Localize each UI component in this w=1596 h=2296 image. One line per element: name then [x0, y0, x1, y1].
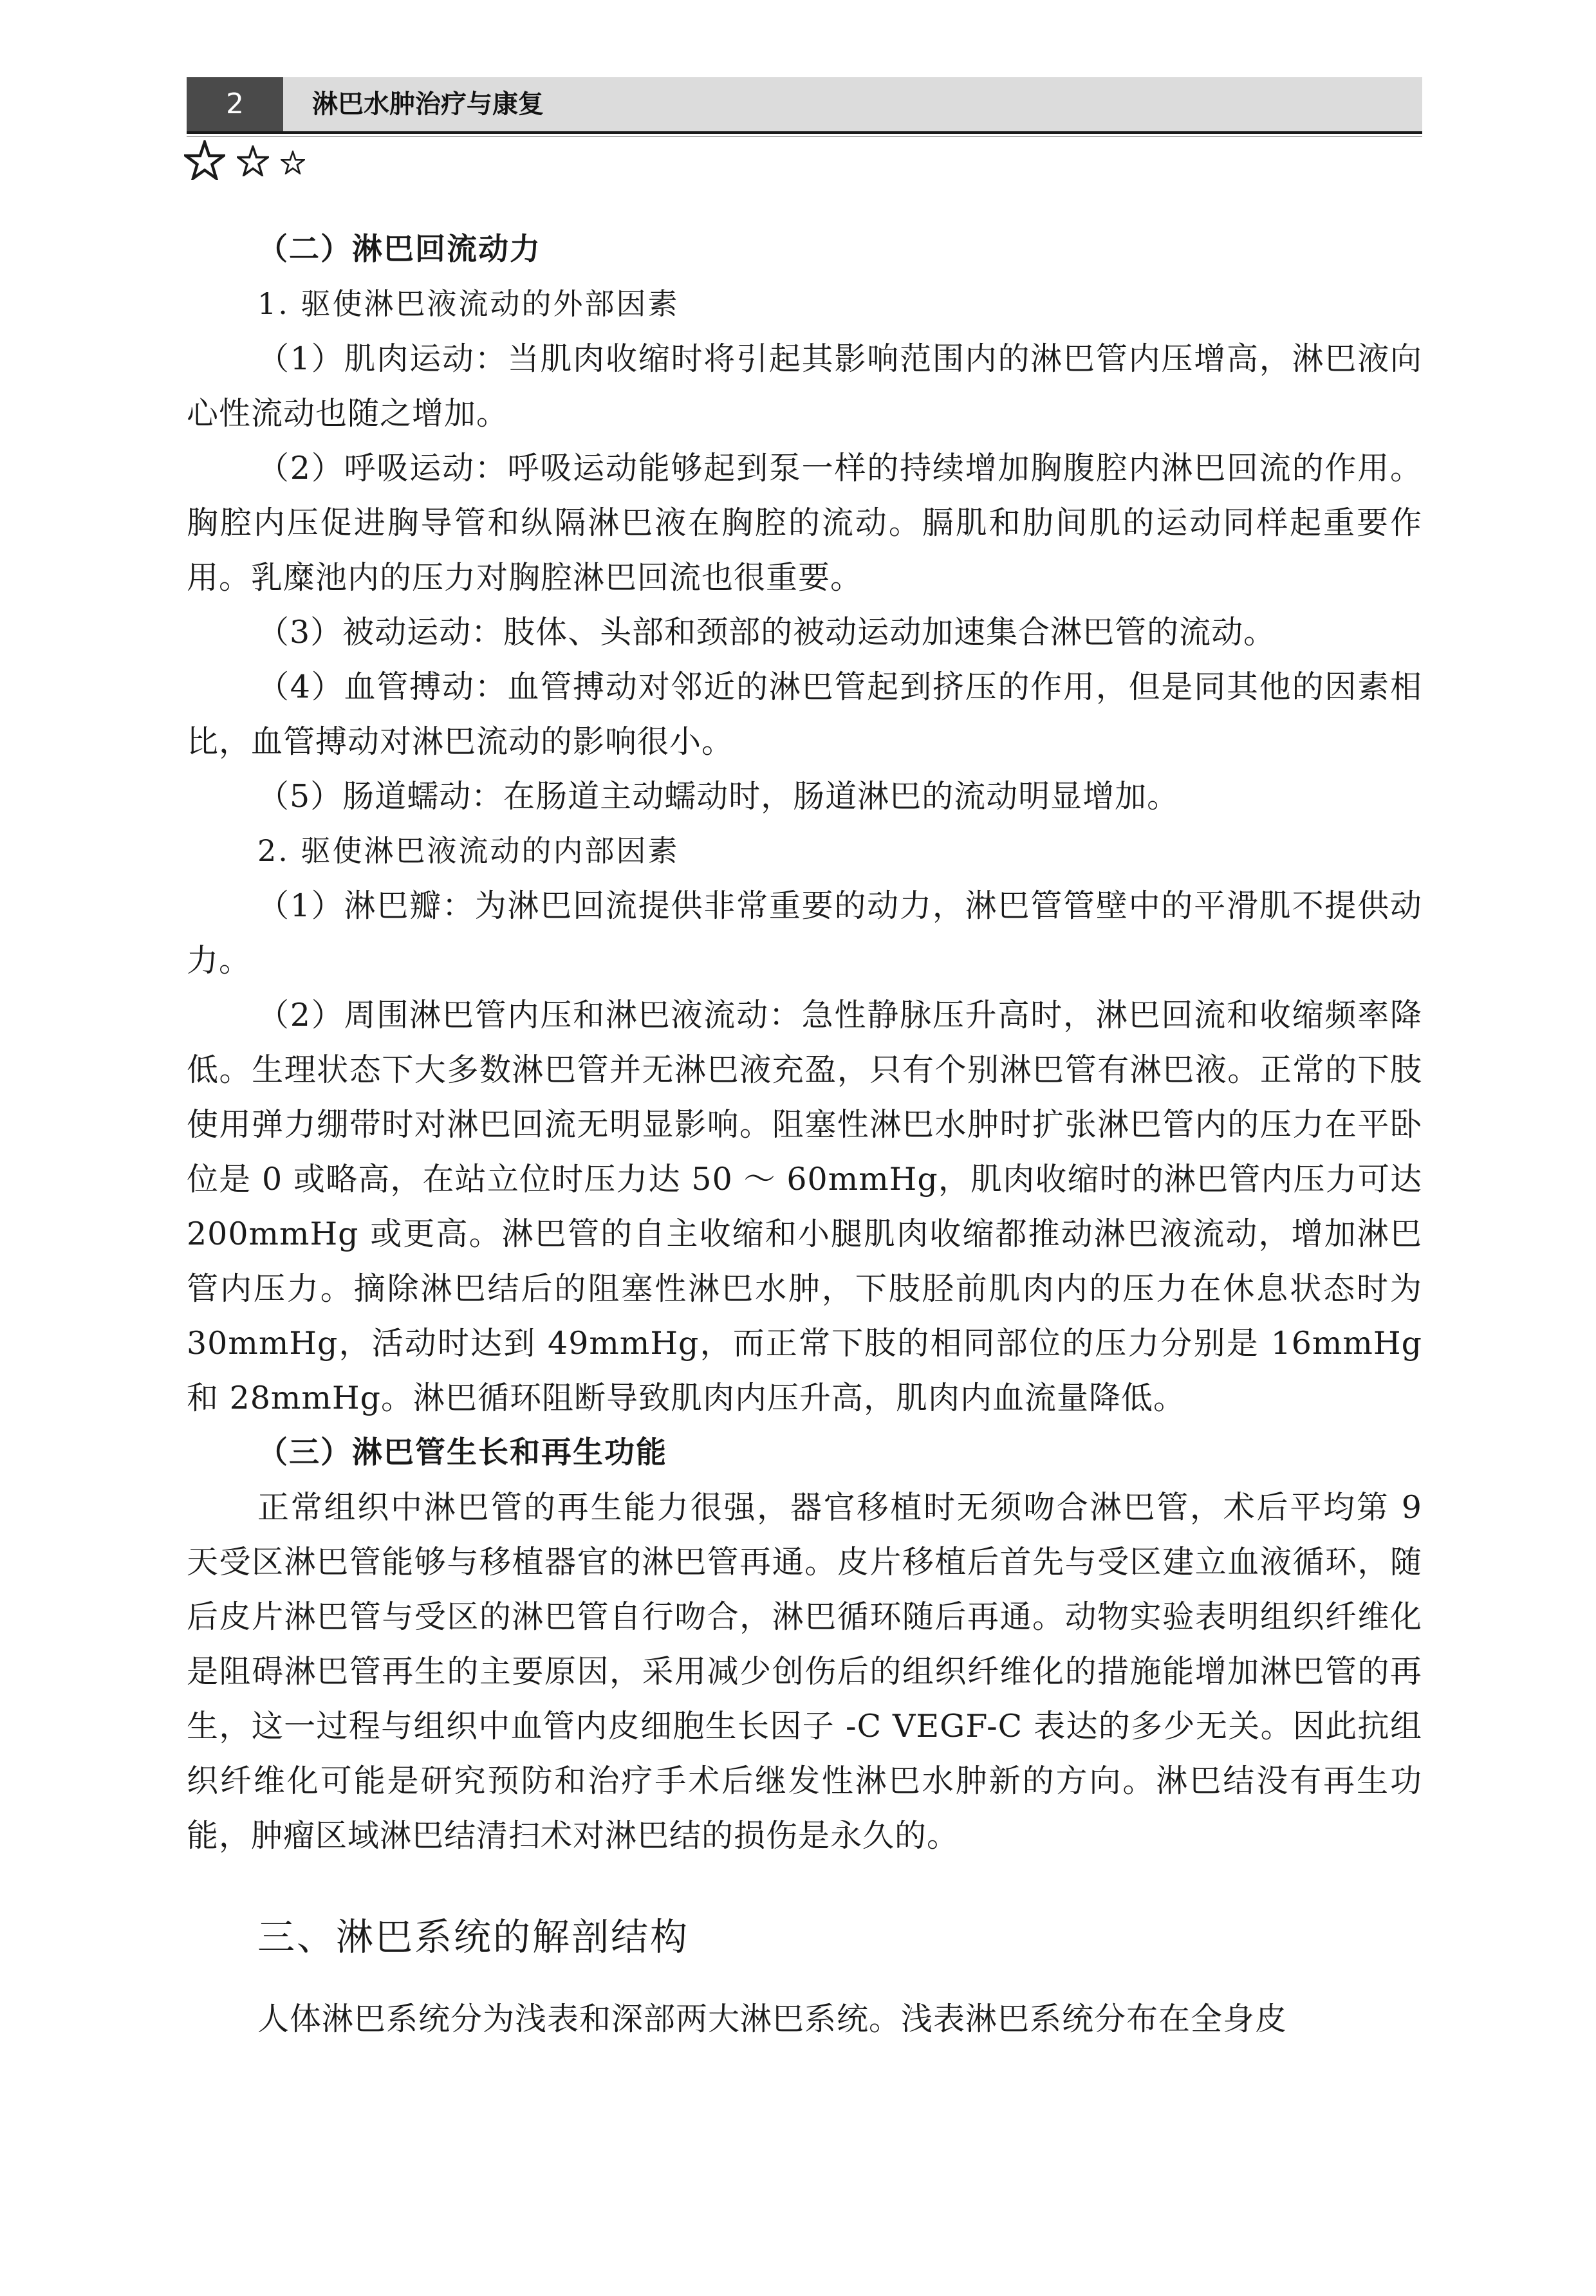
subheading-internal-factors: 2. 驱使淋巴液流动的内部因素: [257, 833, 680, 868]
paragraph-peristalsis: （5）肠道蠕动：在肠道主动蠕动时，肠道淋巴的流动明显增加。: [257, 778, 1180, 815]
book-title: 淋巴水肿治疗与康复: [312, 89, 544, 119]
page-content: [187, 222, 1422, 2046]
paragraph-vascular-pulsation: （4）血管搏动：血管搏动对邻近的淋巴管起到挤压的作用，但是同其他的因素相比，血管搏动对淋巴流动的影响很小。: [187, 669, 1422, 760]
paragraph-muscle-movement: （1）肌肉运动：当肌肉收缩时将引起其影响范围内的淋巴管内压增高，淋巴液向心性流动也随之增加。: [187, 340, 1422, 432]
paragraph-respiratory-movement: （2）呼吸运动：呼吸运动能够起到泵一样的持续增加胸腹腔内淋巴回流的作用。胸腔内压促进胸导管和纵隔淋巴液在胸腔的流动。膈肌和肋间肌的运动同样起重要作用。乳糜池内的压力对胸腔淋巴回流也很重要。: [187, 450, 1422, 596]
star-ornament: [184, 135, 339, 180]
paragraph-regeneration: 正常组织中淋巴管的再生能力很强，器官移植时无须吻合淋巴管，术后平均第 9 天受区淋巴管能够与移植器官的淋巴管再通。皮片移植后首先与受区建立血液循环，随后皮片淋巴管与受区的淋巴管自行吻合，淋巴循环随后再通。动物实验表明组织纤维化是阻碍淋巴管再生的主要原因，采用减少创伤后的组织纤维化的措施能增加淋巴管的再生，这一过程与组织中血管内皮细胞生长因子 -C VEGF-C 表达的多少无关。因此抗组织纤维化可能是研究预防和治疗手术后继发性淋巴水肿新的方向。淋巴结没有再生功能，肿瘤区域淋巴结清扫术对淋巴结的损伤是永久的。: [187, 1489, 1422, 1854]
running-header: [187, 77, 1422, 135]
paragraph-lymph-pressure: （2）周围淋巴管内压和淋巴液流动：急性静脉压升高时，淋巴回流和收缩频率降低。生理状态下大多数淋巴管并无淋巴液充盈，只有个别淋巴管有淋巴液。正常的下肢使用弹力绷带时对淋巴回流无明显影响。阻塞性淋巴水肿时扩张淋巴管内的压力在平卧位是 0 或略高，在站立位时压力达 50 ～ 60mmHg，肌肉收缩时的淋巴管内压力可达 200mmHg 或更高。淋巴管的自主收缩和小腿肌肉收缩都推动淋巴液流动，增加淋巴管内压力。摘除淋巴结后的阻塞性淋巴水肿，下肢胫前肌肉内的压力在休息状态时为 30mmHg，活动时达到 49mmHg，而正常下肢的相同部位的压力分别是 16mmHg 和 28mmHg。淋巴循环阻断导致肌肉内压升高，肌肉内血流量降低。: [187, 997, 1422, 1416]
header-rule: [187, 131, 1422, 134]
paragraph-lymph-valves: （1）淋巴瓣：为淋巴回流提供非常重要的动力，淋巴管管壁中的平滑肌不提供动力。: [187, 887, 1422, 979]
paragraph-passive-movement: （3）被动运动：肢体、头部和颈部的被动运动加速集合淋巴管的流动。: [257, 614, 1276, 651]
paragraph-anatomy-intro: 人体淋巴系统分为浅表和深部两大淋巴系统。浅表淋巴系统分布在全身皮: [257, 2001, 1288, 2037]
star-large-icon: [184, 140, 225, 180]
subheading-external-factors: 1. 驱使淋巴液流动的外部因素: [257, 286, 680, 321]
chapter-heading-anatomy: 三、淋巴系统的解剖结构: [257, 1915, 690, 1959]
header-rule-thin: [187, 136, 1422, 137]
header-title-band: [283, 77, 1422, 131]
section-heading-lymph-return-forces: （二）淋巴回流动力: [257, 232, 541, 267]
star-small-icon: [281, 151, 305, 174]
page-number: 2: [187, 77, 283, 131]
star-medium-icon: [237, 145, 269, 176]
section-heading-regeneration: （三）淋巴管生长和再生功能: [257, 1435, 667, 1470]
